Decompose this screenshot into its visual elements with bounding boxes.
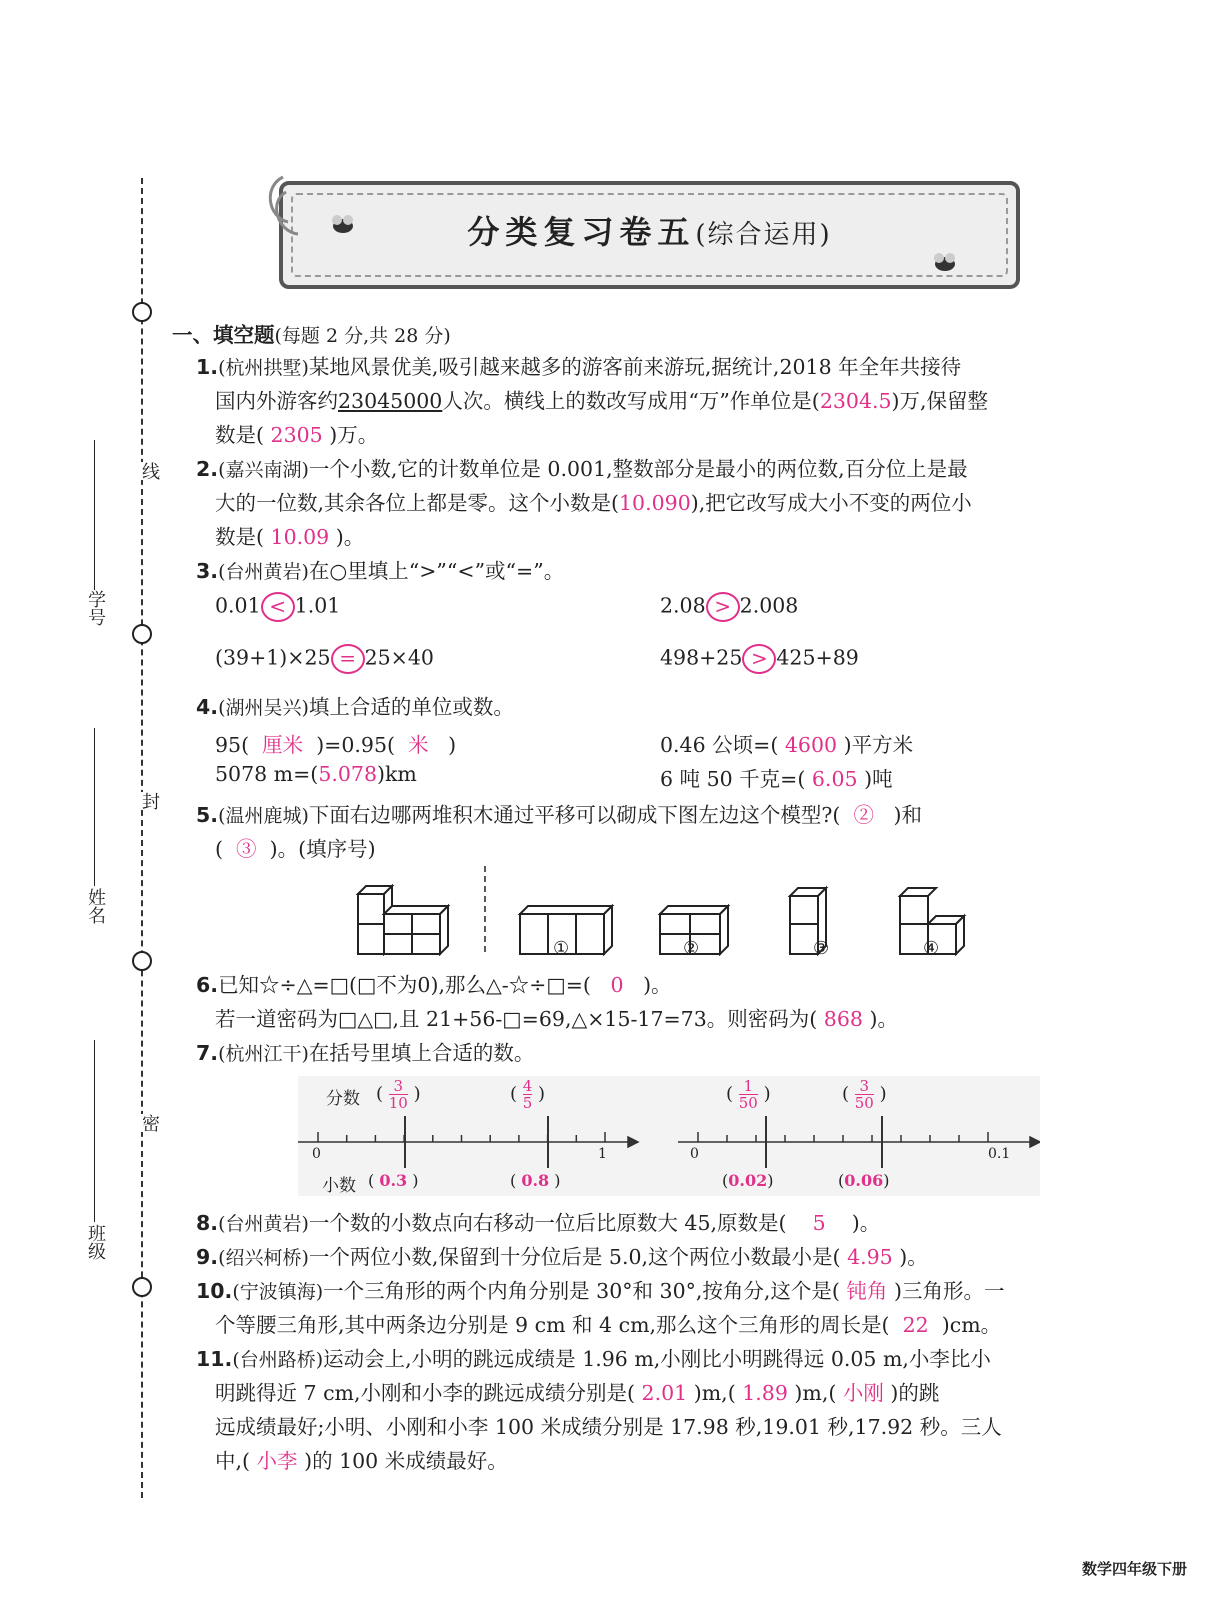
answer-3b[interactable]: > (706, 592, 740, 622)
question-10: 10.(宁波镇海)一个三角形的两个内角分别是 30°和 30°,按角分,这个是( 钝角 )三角形。一 (196, 1279, 1005, 1303)
question-1: 1.(杭州拱墅)某地风景优美,吸引越来越多的游客前来游玩,据统计,2018 年全年共接待 (196, 355, 962, 379)
tick-label: 0.1 (988, 1146, 1011, 1162)
answer-8[interactable]: 5 (812, 1211, 826, 1235)
answer-6b[interactable]: 868 (823, 1007, 863, 1031)
block-figures (350, 866, 990, 956)
answer-2a[interactable]: 10.090 (619, 491, 691, 515)
answer-10a[interactable]: 钝角 (846, 1279, 888, 1303)
question-1-line2: 国内外游客约23045000人次。横线上的数改写成用“万”作单位是(2304.5)万,保留整 (215, 389, 989, 413)
number-line-figure (298, 1076, 1040, 1196)
answer-4b[interactable]: 米 (408, 733, 429, 757)
question-11-line3: 远成绩最好;小明、小刚和小李 100 米成绩分别是 17.98 秒,19.01 秒,17.92 秒。三人 (215, 1415, 1002, 1439)
question-2: 2.(嘉兴南湖)一个小数,它的计数单位是 0.001,整数部分是最小的两位数,百分位上是最 (196, 457, 968, 481)
answer-2b[interactable]: 10.09 (270, 525, 330, 549)
answer-4c[interactable]: 4600 (784, 733, 838, 757)
question-7: 7.(杭州江干)在括号里填上合适的数。 (196, 1041, 535, 1065)
answer-1b[interactable]: 2305 (270, 423, 323, 447)
unit-row-4: 6 吨 50 千克=( 6.05 )吨 (660, 767, 893, 791)
unit-row-2: 0.46 公顷=( 4600 )平方米 (660, 733, 914, 757)
question-2-line2: 大的一位数,其余各位上都是零。这个小数是(10.090),把它改写成大小不变的两位小 (215, 491, 972, 515)
binding-hole (132, 1277, 152, 1297)
answer-11a[interactable]: 2.01 (641, 1381, 688, 1405)
decimal-row-label: 小数 (322, 1176, 356, 1196)
student-id-label: 学号 (85, 590, 106, 626)
figure-label: ③ (813, 938, 830, 959)
student-id-line[interactable] (94, 440, 95, 590)
binding-hole (132, 302, 152, 322)
question-11-line2: 明跳得近 7 cm,小刚和小李的跳远成绩分别是( 2.01 )m,( 1.89 )m,( 小刚 )的跳 (215, 1381, 940, 1405)
answer-11c[interactable]: 小刚 (842, 1381, 884, 1405)
answer-10b[interactable]: 22 (902, 1313, 929, 1337)
class-label: 班级 (85, 1224, 106, 1260)
tick-label: 1 (598, 1146, 607, 1162)
bee-icon (930, 250, 960, 274)
question-10-line2: 个等腰三角形,其中两条边分别是 9 cm 和 4 cm,那么这个三角形的周长是( 22 )cm。 (215, 1313, 1002, 1337)
tick-label: 0 (312, 1146, 321, 1162)
binding-hole (132, 951, 152, 971)
answer-4e[interactable]: 6.05 (811, 767, 858, 791)
question-1-line3: 数是( 2305 )万。 (215, 423, 379, 447)
answer-11b[interactable]: 1.89 (742, 1381, 788, 1405)
question-9: 9.(绍兴柯桥)一个两位小数,保留到十分位后是 5.0,这个两位小数最小是( 4.95 )。 (196, 1245, 928, 1269)
question-5-line2: ( ③ )。(填序号) (215, 837, 376, 861)
margin-mark-mi: 密 (136, 1114, 162, 1132)
page-title: 分类复习卷五(综合运用) (467, 213, 832, 251)
answer-3a[interactable]: < (261, 592, 295, 622)
question-4: 4.(湖州吴兴)填上合适的单位或数。 (196, 695, 514, 719)
compare-2: 2.08 > 2.008 (660, 592, 798, 622)
figure-label: ② (683, 938, 700, 959)
decimal-answer: (0.02) (722, 1171, 774, 1190)
answer-4d[interactable]: 5.078 (318, 762, 377, 786)
binding-dashed-line (141, 178, 143, 1498)
question-6: 6.已知☆÷△=□(□不为0),那么△-☆÷□=( 0 )。 (196, 973, 672, 997)
question-11-line4: 中,( 小李 )的 100 米成绩最好。 (215, 1449, 508, 1473)
name-label: 姓名 (85, 888, 106, 924)
class-line[interactable] (94, 1040, 95, 1222)
answer-3c[interactable]: = (331, 644, 365, 674)
fraction-answer: ( $\frac{1}{50}$ ) (726, 1077, 771, 1112)
tick-label: 0 (690, 1146, 699, 1162)
figure-label: ① (553, 938, 570, 959)
answer-4a[interactable]: 厘米 (262, 733, 304, 757)
answer-9[interactable]: 4.95 (847, 1245, 893, 1269)
answer-11d[interactable]: 小李 (256, 1449, 298, 1473)
decimal-answer: ( 0.3 ) (368, 1171, 419, 1190)
compare-1: 0.01 < 1.01 (215, 592, 340, 622)
section-heading: 一、填空题(每题 2 分,共 28 分) (172, 323, 451, 347)
question-8: 8.(台州黄岩)一个数的小数点向右移动一位后比原数大 45,原数是( 5 )。 (196, 1211, 881, 1235)
answer-5b[interactable]: ③ (236, 837, 257, 861)
answer-3d[interactable]: > (742, 644, 776, 674)
answer-6a[interactable]: 0 (610, 973, 624, 997)
page-footer: 数学四年级下册 (1081, 1560, 1187, 1578)
question-6-line2: 若一道密码为□△□,且 21+56-□=69,△×15-17=73。则密码为( 868 )。 (215, 1007, 898, 1031)
bee-icon (328, 212, 358, 236)
title-banner (279, 181, 1020, 289)
figure-label: ④ (923, 938, 940, 959)
margin-mark-xian: 线 (136, 462, 162, 480)
fraction-answer: ( $\frac{3}{50}$ ) (842, 1077, 887, 1112)
name-line[interactable] (94, 728, 95, 886)
answer-5a[interactable]: ② (853, 803, 874, 827)
decimal-answer: (0.06) (838, 1171, 890, 1190)
decimal-answer: ( 0.8 ) (510, 1171, 561, 1190)
answer-1a[interactable]: 2304.5 (819, 389, 892, 413)
question-5: 5.(温州鹿城)下面右边哪两堆积木通过平移可以砌成下图左边这个模型?( ② )和 (196, 803, 922, 827)
margin-mark-feng: 封 (136, 792, 162, 810)
compare-3: (39+1)×25 = 25×40 (215, 644, 434, 674)
question-2-line3: 数是( 10.09 )。 (215, 525, 365, 549)
fraction-row-label: 分数 (326, 1089, 360, 1109)
binding-hole (132, 624, 152, 644)
unit-row-3: 5078 m=(5.078)km (215, 762, 417, 786)
question-3: 3.(台州黄岩)在○里填上“>”“<”或“=”。 (196, 559, 565, 583)
unit-row-1: 95( 厘米 )=0.95( 米 ) (215, 733, 457, 757)
fraction-answer: ( $\frac{3}{10}$ ) (376, 1077, 421, 1112)
ribbon-decoration-icon (258, 172, 308, 242)
fraction-answer: ( $\frac{4}{5}$ ) (510, 1077, 546, 1112)
question-11: 11.(台州路桥)运动会上,小明的跳远成绩是 1.96 m,小刚比小明跳得远 0.05 m,小李比小 (196, 1347, 991, 1371)
compare-4: 498+25 > 425+89 (660, 644, 859, 674)
